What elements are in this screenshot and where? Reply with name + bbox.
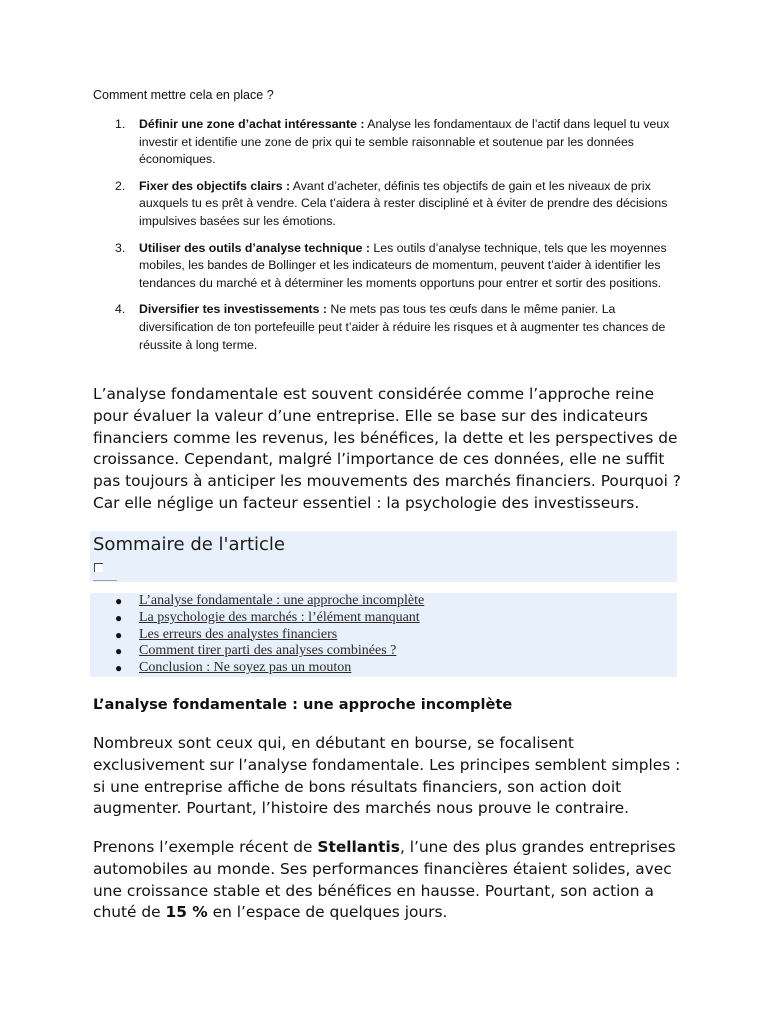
step-text: Avant d’acheter, définis tes objectifs de gain et les niveaux de prix auxquels tu es prêt à vendre. Cela t’aidera à rester discipliné et à éviter de prendre des décisions impulsives basées sur les émotions. [139, 178, 668, 228]
step-title: Définir une zone d’achat intéressante : [139, 117, 365, 131]
bullet-icon: ● [115, 627, 123, 642]
bullet-icon: ● [115, 644, 123, 659]
toc-list [90, 593, 677, 677]
bullet-icon: ● [115, 594, 123, 608]
list-item [90, 660, 677, 677]
paragraph-example: Prenons l’exemple récent de Stellantis, l’une des plus grandes entreprises automobiles au monde. Ses performances financières étaient solides, avec une croissance stable et des bénéfices en hausse. Pourtant, son action a chuté de 15 % en l’espace de quelques jours. [93, 838, 676, 922]
step-text: Ne mets pas tous tes œufs dans le même panier. La diversification de ton portefeuille peut t’aider à réduire les risques et à augmenter tes chances de réussite à long terme. [139, 302, 666, 352]
bullet-icon: ● [115, 610, 123, 625]
step-title: Utiliser des outils d’analyse technique : [139, 240, 370, 255]
list-item [90, 593, 677, 610]
company-name: Stellantis [317, 838, 400, 856]
toc-toggle-button[interactable] [93, 562, 117, 581]
step-title: Fixer des objectifs clairs : [139, 178, 291, 193]
bullet-icon: ● [115, 661, 123, 676]
toc-link[interactable]: Comment tirer parti des analyses combinées ? [139, 643, 397, 659]
list-item: 1. Définir une zone d’achat intéressante : Analyse les fondamentaux de l’actif dans lequel tu veux investir et identifie une zone de prix qui te semble raisonnable et soutenue par les données économiques. [115, 117, 670, 167]
step-text: Analyse les fondamentaux de l’actif dans lequel tu veux investir et identifie une zone de prix qui te semble raisonnable et soutenue par les données économiques. [139, 117, 670, 167]
paragraph-intro: L’analyse fondamentale est souvent considérée comme l’approche reine pour évaluer la valeur d’une entreprise. Elle se base sur des indicateurs financiers comme les revenus, les bénéfices, la dette et les perspectives de croissance. Cependant, malgré l’importance de ces données, elle ne suffit pas toujours à anticiper les mouvements des marchés financiers. Pourquoi ? Car elle néglige un facteur essentiel : la psychologie des investisseurs. [93, 385, 681, 512]
toc-link[interactable]: Les erreurs des analystes financiers [139, 626, 338, 642]
toc-link[interactable]: Conclusion : Ne soyez pas un mouton [139, 660, 352, 676]
step-title: Diversifier tes investissements : [139, 302, 327, 317]
step-text: Les outils d’analyse technique, tels que les moyennes mobiles, les bandes de Bollinger et les indicateurs de momentum, peuvent t’aider à identifier les tendances du marché et à déterminer les moments opportuns pour entrer et sortir des positions. [139, 240, 667, 290]
intro-question: Comment mettre cela en place ? [93, 88, 274, 102]
list-item: 3. Utiliser des outils d’analyse technique : Les outils d’analyse technique, tels que les moyennes mobiles, les bandes de Bollinger et les indicateurs de momentum, peuvent t’aider à identifier les tendances du marché et à déterminer les moments opportuns pour entrer et sortir des positions. [115, 240, 667, 290]
paragraph-body: Nombreux sont ceux qui, en débutant en bourse, se focalisent exclusivement sur l’analyse fondamentale. Les principes semblent simples : si une entreprise affiche de bons résultats financiers, son action doit augmenter. Pourtant, l’histoire des marchés nous prouve le contraire. [93, 734, 681, 818]
list-item [90, 610, 677, 627]
toggle-icon [94, 563, 103, 572]
list-item: 4. Diversifier tes investissements : Ne mets pas tous tes œufs dans le même panier. La diversification de ton portefeuille peut t’aider à réduire les risques et à augmenter tes chances de réussite à long terme. [115, 302, 666, 352]
list-item [90, 627, 677, 644]
toc-header [90, 531, 677, 582]
toc-link[interactable]: L’analyse fondamentale : une approche incomplète [139, 593, 425, 608]
list-item: 2. Fixer des objectifs clairs : Avant d’acheter, définis tes objectifs de gain et les niveaux de prix auxquels tu es prêt à vendre. Cela t’aidera à rester discipliné et à éviter de prendre des décisions impulsives basées sur les émotions. [115, 178, 668, 228]
toc-link[interactable]: La psychologie des marchés : l’élément manquant [139, 609, 420, 625]
section-heading: L’analyse fondamentale : une approche incomplète [93, 696, 513, 713]
list-item [90, 643, 677, 660]
toc-title: Sommaire de l'article [93, 534, 285, 555]
drop-percentage: 15 % [165, 903, 208, 922]
steps-list [93, 116, 678, 363]
